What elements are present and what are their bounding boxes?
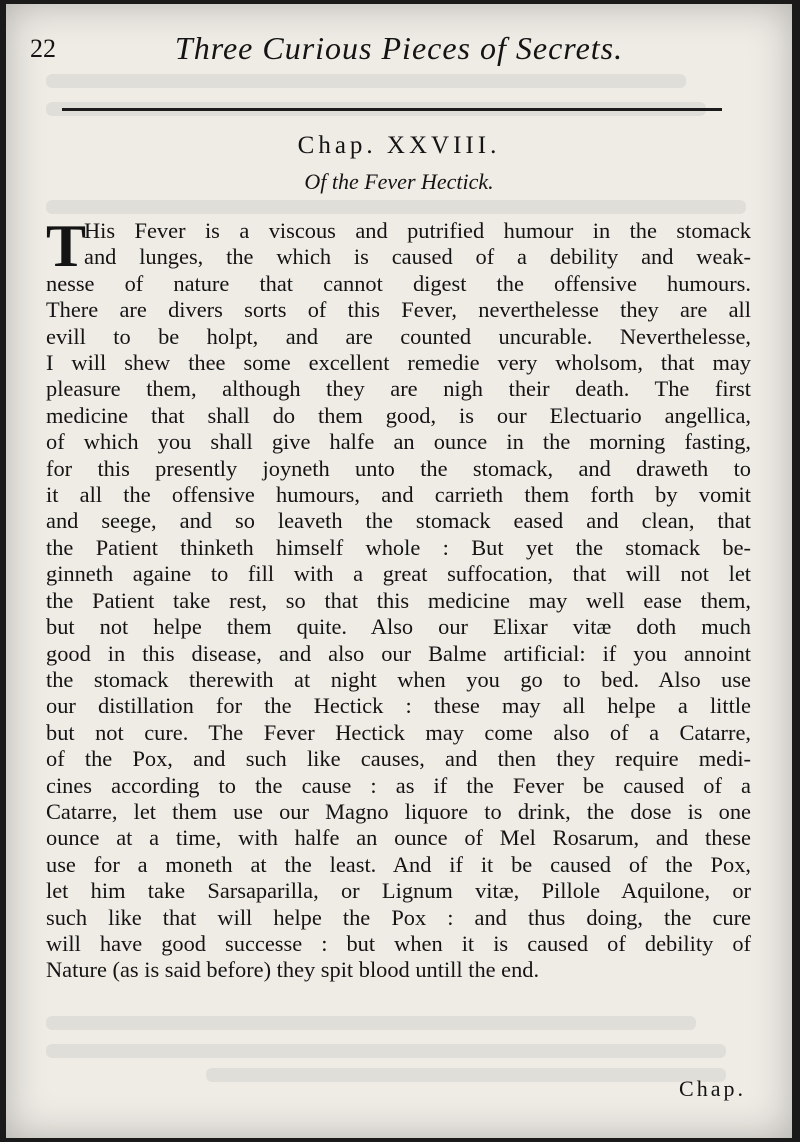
text-line: There are divers sorts of this Fever, neverthelesse they are all [46,297,751,323]
text-line: ounce at a time, with halfe an ounce of Mel Rosarum, and these [46,825,751,851]
catchword: Chap. [679,1076,746,1101]
text-line: medicine that shall do them good, is our Electuario angellica, [46,402,751,428]
book-page [6,4,792,1138]
text-line: such like that will helpe the Pox : and thus doing, the cure [46,904,751,930]
text-line: evill to be holpt, and are counted uncurable. Neverthelesse, [46,323,751,349]
text-line: I will shew thee some excellent remedie very wholsom, that may [46,350,751,376]
text-line: His Fever is a viscous and putrified humour in the stomack [84,218,751,243]
text-line: use for a moneth at the least. And if it be caused of the Pox, [46,851,751,877]
text-line: of the Pox, and such like causes, and then they require medi- [46,746,751,772]
body-text [46,213,751,984]
text-line: cines according to the cause : as if the Fever be caused of a [46,772,751,798]
text-line: of which you shall give halfe an ounce in the morning fasting, [46,429,751,455]
drop-cap: T [46,213,87,279]
text-line: but not helpe them quite. Also our Elixar vitæ doth much [46,614,751,640]
text-line: but not cure. The Fever Hectick may come also of a Catarre, [46,719,751,745]
header-rule [62,108,722,111]
text-line: for this presently joyneth unto the stomack, and draweth to [46,455,751,481]
running-head: Three Curious Pieces of Secrets. [174,30,624,66]
page-number: 22 [30,34,56,63]
text-line: Catarre, let them use our Magno liquore to drink, the dose is one [46,798,751,824]
chapter-heading: Chap. XXVIII. [297,132,501,159]
text-line: nesse of nature that cannot digest the offensive humours. [46,270,751,296]
text-line: ginneth againe to fill with a great suffocation, that will not let [46,561,751,587]
chapter-title: Of the Fever Hectick. [304,169,494,194]
text-line: our distillation for the Hectick : these may all helpe a little [46,693,751,719]
text-line: it all the offensive humours, and carrieth them forth by vomit [46,482,751,508]
text-line: good in this disease, and also our Balme artificial: if you annoint [46,640,751,666]
text-line: the Patient thinketh himself whole : But yet the stomack be- [46,534,751,560]
text-line: the Patient take rest, so that this medicine may well ease them, [46,587,751,613]
text-line: and seege, and so leaveth the stomack eased and clean, that [46,508,751,534]
text-line: will have good successe : but when it is caused of debility of [46,930,751,956]
text-line: let him take Sarsaparilla, or Lignum vitæ, Pillole Aquilone, or [46,878,751,904]
text-line: the stomack therewith at night when you go to bed. Also use [46,666,751,692]
text-line: pleasure them, although they are nigh their death. The first [46,376,751,402]
text-line: and lunges, the which is caused of a debility and weak- [84,244,751,270]
text-line: Nature (as is said before) they spit blood untill the end. [46,957,540,983]
